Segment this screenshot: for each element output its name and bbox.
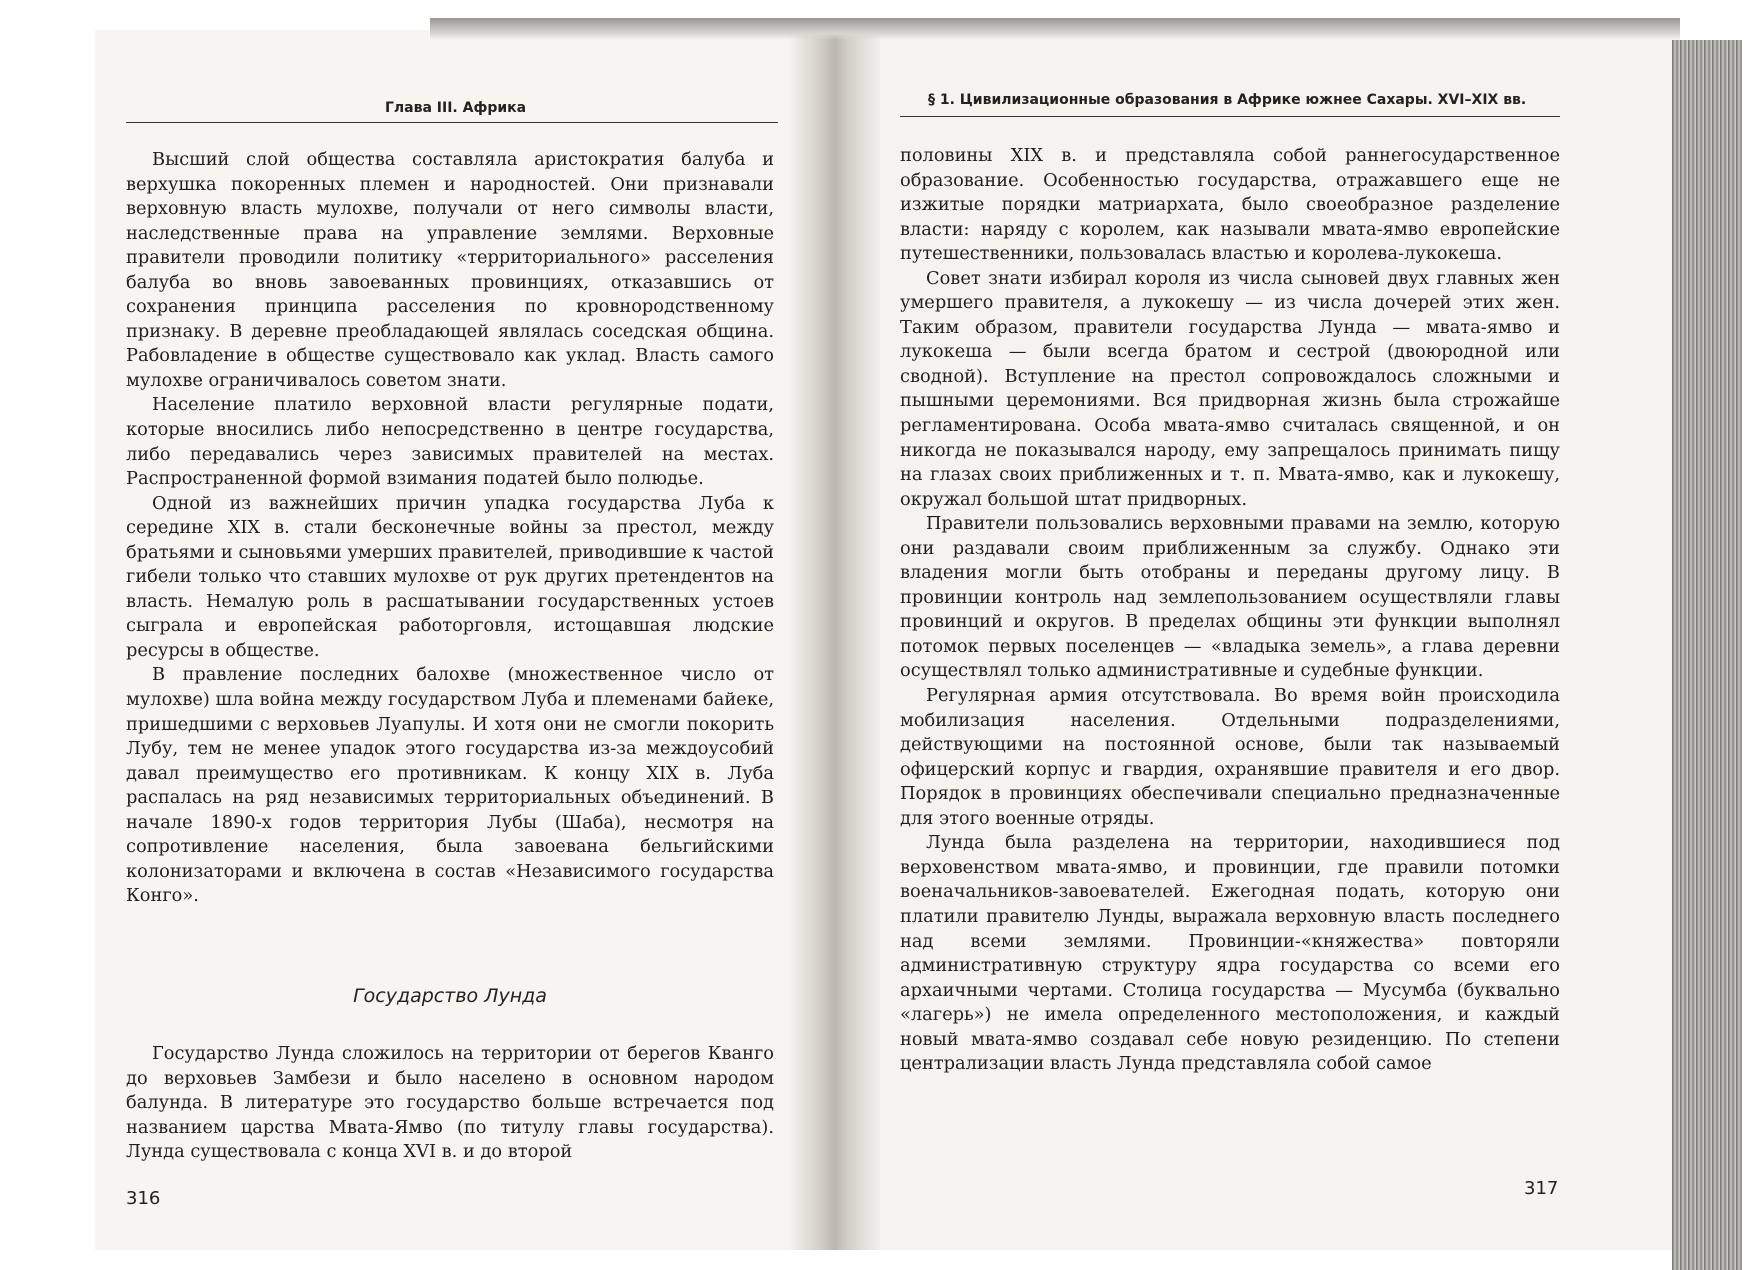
paragraph: Совет знати избирал короля из числа сыновей двух главных жен умершего правителя, а лукокешу — из числа дочерей этих жен. Таким образом, правители государства Лунда — мвата-ямво и лукокеша — были всегда братом и сестрой (двоюродной или сводной). Вступление на престол сопровождалось сложными и пышными церемониями. Вся придворная жизнь была строжайше регламентирована. Особа мвата-ямво считалась священной, и он никогда не показывался народу, ему запрещалось принимать пищу на глазах своих приближенных и т. п. Мвата-ямво, как и лукокешу, окружал большой штат придворных. xyxy=(900,267,1560,510)
paragraph: половины XIX в. и представляла собой раннегосударственное образование. Особенностью государства, отражавшего еще не изжитые порядки матриархата, было своеобразное разделение власти: наряду с королем, как называли мвата-ямво европейские путешественники, пользовалась властью и королева-лукокеша. xyxy=(900,145,1560,265)
paragraph: Высший слой общества составляла аристократия балуба и верхушка покоренных племен и народностей. Они признавали верховную власть мулохве, получали от него символы власти, наследственные права на управление землями. Верховные правители проводили политику «территориального» расселения балуба во вновь завоеванных провинциях, отказавшись от сохранения принципа расселения по кровнородственному признаку. В деревне преобладающей являлась соседская община. Рабовладение в обществе существовало как уклад. Власть самого мулохве ограничивалось советом знати. xyxy=(126,149,774,391)
paragraph: Лунда была разделена на территории, находившиеся под верховенством мвата-ямво, и провинции, где правили потомки военачальников-завоевателей. Ежегодная подать, которую они платили правителю Лунды, выражала верховную власть последнего над всеми землями. Провинции-«княжества» повторяли административную структуру ядра государства со всеми его архаичными чертами. Столица государства — Мусумба (буквально «лагерь») не имела определенного местоположения, и каждый новый мвата-ямво создавал себе новую резиденцию. По степени централизации власть Лунда представляла собой самое xyxy=(900,832,1560,1075)
right-text-column xyxy=(900,144,1560,1077)
paragraph: Регулярная армия отсутствовала. Во время войн происходила мобилизация населения. Отдельными подразделениями, действующими на постоянной основе, были так называемый офицерский корпус и гвардия, охранявшие правителя и его двор. Порядок в провинциях обеспечивали специально предназначенные для этого военные отряды. xyxy=(900,685,1560,829)
left-header-rule xyxy=(126,122,778,123)
paragraph: Население платило верховной власти регулярные подати, которые вносились либо непосредственно в центре государства, либо передавались через зависимых правителей на местах. Распространенной формой взимания податей было полюдье. xyxy=(126,394,774,490)
right-header-rule xyxy=(900,116,1560,117)
right-page-number: 317 xyxy=(1524,1178,1559,1199)
left-running-head: Глава III. Африка xyxy=(385,100,527,116)
paragraph: Правители пользовались верховными правами на землю, которую они раздавали своим приближенным за службу. Однако эти владения могли быть отобраны и переданы другому лицу. В провинции контроль над землепользованием осуществляли главы провинций и округов. В пределах общины эти функции выполнял потомок первых поселенцев — «владыка земель», а глава деревни осуществлял только административные и судебные функции. xyxy=(900,513,1560,682)
paragraph: В правление последних балохве (множественное число от мулохве) шла война между государством Луба и племенами байеке, пришедшими с верховьев Луапулы. И хотя они не смогли покорить Лубу, тем не менее упадок этого государства из-за междоусобий давал преимущество его противникам. К концу XIX в. Луба распалась на ряд независимых территориальных объединений. В начале 1890-х годов территория Лубы (Шаба), несмотря на сопротивление населения, была завоевана бельгийскими колонизаторами и включена в состав «Независимого государства Конго». xyxy=(126,664,774,907)
right-running-head: § 1. Цивилизационные образования в Африке южнее Сахары. XVI–XIX вв. xyxy=(928,92,1527,108)
left-page-number: 316 xyxy=(126,1188,161,1209)
top-edge-shadow xyxy=(430,18,1680,40)
paragraph: Одной из важнейших причин упадка государства Луба к середине XIX в. стали бесконечные войны за престол, между братьями и сыновьями умерших правителей, приводившие к частой гибели только что ставших мулохве от рук других претендентов на власть. Немалую роль в расшатывании государственных устоев сыграла и европейская работорговля, истощавшая людские ресурсы в обществе. xyxy=(126,492,774,661)
page-edges xyxy=(1672,40,1742,1270)
left-text-column xyxy=(126,148,774,909)
book-gutter xyxy=(790,30,880,1250)
paragraph: Государство Лунда сложилось на территории от берегов Кванго до верховьев Замбези и было населено в основном народом балунда. В литературе это государство больше встречается под названием царства Мвата-Ямво (по титулу главы государства). Лунда существовала с конца XVI в. и до второй xyxy=(126,1043,774,1163)
section-title: Государство Лунда xyxy=(353,985,547,1007)
left-section-text xyxy=(126,1042,774,1165)
